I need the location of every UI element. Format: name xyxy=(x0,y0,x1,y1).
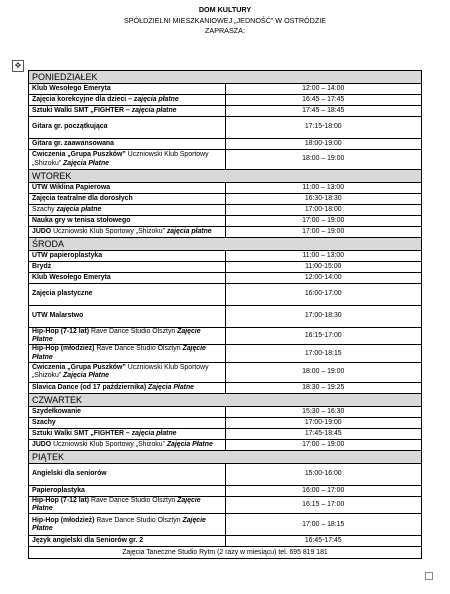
activity-time: 11:00 – 13:00 xyxy=(225,183,422,194)
day-header-row xyxy=(29,71,422,84)
activity-text-b: Szachy xyxy=(32,418,56,426)
activity-text-b: Hip-Hop (7-12 lat) xyxy=(32,496,91,504)
activity-name xyxy=(29,273,226,284)
activity-time: 18:30 – 19:25 xyxy=(225,382,422,393)
activity-text-b: Gitara gr. zaawansowana xyxy=(32,139,114,147)
activity-text-n: Uczniowski Klub Sportowy „Shizoku” xyxy=(32,364,209,380)
footer-note: Zajęcia Taneczne Studio Rytm (2 razy w miesiącu) tel. 695 819 181 xyxy=(29,547,422,559)
activity-time: 17:00-18:00 xyxy=(225,205,422,216)
activity-name xyxy=(29,496,226,513)
activity-row xyxy=(29,328,422,345)
activity-time: 11:00-15:00 xyxy=(225,262,422,273)
activity-time: 11:00 – 13:00 xyxy=(225,251,422,262)
activity-text-b: Szydełkowanie xyxy=(32,407,82,415)
activity-name xyxy=(29,417,226,428)
activity-time: 17:00 – 19:00 xyxy=(225,216,422,227)
activity-text-b: Angielski dla seniorów xyxy=(32,470,107,478)
activity-text-n: Rave Dance Studio Olsztyn xyxy=(90,496,178,504)
activity-text-b: Klub Wesołego Emeryta xyxy=(32,273,111,281)
activity-time: 18:00 – 19:00 xyxy=(225,362,422,382)
activity-row xyxy=(29,428,422,439)
activity-time: 16:15 – 17:00 xyxy=(225,496,422,513)
activity-name xyxy=(29,439,226,450)
activity-row xyxy=(29,382,422,393)
activity-time: 16:00-17:00 xyxy=(225,284,422,306)
activity-text-i: zajęcia płatne xyxy=(131,106,177,114)
activity-name xyxy=(29,463,226,485)
activity-text-b: Zajęcia teatralne dla dorosłych xyxy=(32,194,133,202)
table-resize-handle[interactable] xyxy=(425,572,433,580)
activity-text-b: UTW Malarstwo xyxy=(32,312,84,320)
activity-row xyxy=(29,216,422,227)
activity-time: 16:45 – 17:45 xyxy=(225,95,422,106)
activity-time: 18:00 – 19:00 xyxy=(225,150,422,170)
day-header-row xyxy=(29,393,422,406)
activity-name xyxy=(29,183,226,194)
activity-name xyxy=(29,139,226,150)
document-header xyxy=(0,5,450,37)
activity-name xyxy=(29,428,226,439)
activity-name xyxy=(29,262,226,273)
move-handle-icon[interactable]: ✥ xyxy=(12,60,24,72)
activity-text-b: Nauka gry w tenisa stołowego xyxy=(32,216,131,224)
activity-name xyxy=(29,536,226,547)
activity-text-i: zajęcia płatne xyxy=(131,429,177,437)
activity-text-i: Zajęcie Płatne xyxy=(32,345,206,361)
activity-row xyxy=(29,205,422,216)
day-header-row xyxy=(29,238,422,251)
activity-row xyxy=(29,117,422,139)
activity-row xyxy=(29,284,422,306)
activity-name xyxy=(29,284,226,306)
activity-row xyxy=(29,306,422,328)
activity-text-b: JUDO xyxy=(32,440,54,448)
activity-text-b: Hip-Hop (młodzież) xyxy=(32,345,97,353)
activity-text-b: Papieroplastyka xyxy=(32,486,85,494)
activity-row xyxy=(29,536,422,547)
activity-text-b: JUDO xyxy=(32,227,54,235)
day-header-row xyxy=(29,170,422,183)
activity-name xyxy=(29,95,226,106)
activity-time: 17:00 – 19:00 xyxy=(225,227,422,238)
activity-name xyxy=(29,514,226,536)
activity-time: 17:45 – 18:45 xyxy=(225,106,422,117)
activity-text-i: Zajęcie Płatne xyxy=(32,328,201,344)
activity-text-i: Zajęcia Płatne xyxy=(63,159,109,167)
activity-text-b: Slavica Dance (od 17 października) xyxy=(32,383,149,391)
day-header-row xyxy=(29,450,422,463)
activity-row xyxy=(29,417,422,428)
header-subtitle: SPÓŁDZIELNI MIESZKANIOWEJ „JEDNOŚĆ” W OSTRÓDZIE xyxy=(123,15,327,25)
activity-row xyxy=(29,95,422,106)
activity-time: 18:00-19:00 xyxy=(225,139,422,150)
activity-name xyxy=(29,382,226,393)
activity-text-b: Język angielski dla Seniorów gr. 2 xyxy=(32,537,144,545)
activity-name xyxy=(29,205,226,216)
activity-time: 15:30 – 16:30 xyxy=(225,406,422,417)
activity-text-n: Uczniowski Klub Sportowy „Shizoku” xyxy=(32,151,209,167)
activity-time: 17:00 – 18:15 xyxy=(225,514,422,536)
activity-row xyxy=(29,439,422,450)
activity-text-b: UTW Wiklina Papierowa xyxy=(32,183,111,191)
activity-row xyxy=(29,273,422,284)
activity-row xyxy=(29,514,422,536)
activity-row xyxy=(29,84,422,95)
activity-text-i: zajęcia płatne xyxy=(56,205,102,213)
activity-time: 17:00-18:15 xyxy=(225,345,422,362)
activity-time: 17:45-18:45 xyxy=(225,428,422,439)
activity-name xyxy=(29,106,226,117)
activity-name xyxy=(29,227,226,238)
activity-name xyxy=(29,485,226,496)
footer-row xyxy=(29,547,422,559)
activity-row xyxy=(29,194,422,205)
activity-text-n: Rave Dance Studio Olsztyn xyxy=(96,516,183,524)
activity-text-i: Zajęcia Płatne xyxy=(63,372,109,380)
activity-row xyxy=(29,485,422,496)
day-name: WTOREK xyxy=(29,170,422,183)
activity-time: 16:00 – 17:00 xyxy=(225,485,422,496)
activity-row xyxy=(29,362,422,382)
activity-row xyxy=(29,496,422,513)
activity-row xyxy=(29,345,422,362)
activity-text-n: Szachy xyxy=(32,205,57,213)
activity-text-b: Hip-Hop (młodzież) xyxy=(32,516,97,524)
activity-text-i: Zajęcie Płatne xyxy=(32,516,206,532)
activity-text-i: Zajęcia Płatne xyxy=(148,383,195,391)
activity-name xyxy=(29,362,226,382)
activity-text-i: zajęcia płatne xyxy=(133,95,179,103)
activity-time: 17:00 – 19:00 xyxy=(225,439,422,450)
activity-row xyxy=(29,251,422,262)
day-name: ŚRODA xyxy=(29,238,422,251)
activity-text-i: Zajęcie Płatne xyxy=(32,496,201,513)
activity-text-b: Gitara gr. początkująca xyxy=(32,123,108,131)
activity-name xyxy=(29,251,226,262)
activity-text-b: Zajęcia plastyczne xyxy=(32,290,93,298)
activity-text-i: zajęcia płatne xyxy=(166,227,212,235)
activity-time: 12:00 – 14:00 xyxy=(225,84,422,95)
activity-text-b: Sztuki Walki SMT „FIGHTER – xyxy=(32,106,132,114)
day-name: PIĄTEK xyxy=(29,450,422,463)
activity-row xyxy=(29,183,422,194)
activity-time: 15:00-16:00 xyxy=(225,463,422,485)
activity-time: 17:15-18:00 xyxy=(225,117,422,139)
day-name: CZWARTEK xyxy=(29,393,422,406)
activity-row xyxy=(29,463,422,485)
header-title: DOM KULTURY xyxy=(198,5,252,14)
activity-row xyxy=(29,406,422,417)
activity-text-n: Rave Dance Studio Olsztyn xyxy=(90,328,178,335)
day-name: PONIEDZIAŁEK xyxy=(29,71,422,84)
activity-text-b: Klub Wesołego Emeryta xyxy=(32,84,111,92)
activity-time: 16:45-17:45 xyxy=(225,536,422,547)
activity-text-b: Ćwiczenia „Grupa Puszków” xyxy=(32,364,128,372)
activity-text-b: Brydż xyxy=(32,262,52,270)
header-invite: ZAPRASZA: xyxy=(205,26,245,35)
activity-time: 17:00-19:00 xyxy=(225,417,422,428)
activity-name xyxy=(29,328,226,345)
activity-text-n: Uczniowski Klub Sportowy „Shizoku” xyxy=(53,440,167,448)
activity-row xyxy=(29,227,422,238)
activity-row xyxy=(29,262,422,273)
activity-text-b: Ćwiczenia „Grupa Puszków” xyxy=(32,151,128,159)
activity-name xyxy=(29,194,226,205)
activity-name xyxy=(29,150,226,170)
activity-row xyxy=(29,139,422,150)
activity-name xyxy=(29,306,226,328)
activity-time: 16:15-17:00 xyxy=(225,328,422,345)
activity-text-n: Uczniowski Klub Sportowy „Shizoku” xyxy=(53,227,167,235)
activity-text-b: Zajęcia korekcyjne dla dzieci – xyxy=(32,95,134,103)
activity-text-n: Rave Dance Studio Olsztyn xyxy=(96,345,183,353)
activity-row xyxy=(29,106,422,117)
activity-time: 17:00-18:30 xyxy=(225,306,422,328)
activity-name xyxy=(29,406,226,417)
activity-text-b: Hip-Hop (7-12 lat) xyxy=(32,328,91,335)
activity-row xyxy=(29,150,422,170)
activity-text-b: UTW papieroplastyka xyxy=(32,251,103,259)
activity-text-b: Sztuki Walki SMT „FIGHTER – xyxy=(32,429,132,437)
activity-name xyxy=(29,117,226,139)
schedule-table xyxy=(28,70,422,559)
activity-name xyxy=(29,216,226,227)
activity-time: 12:00-14:00 xyxy=(225,273,422,284)
activity-text-i: Zajęcia Płatne xyxy=(166,440,213,448)
activity-name xyxy=(29,345,226,362)
activity-time: 16:30-18:30 xyxy=(225,194,422,205)
activity-name xyxy=(29,84,226,95)
